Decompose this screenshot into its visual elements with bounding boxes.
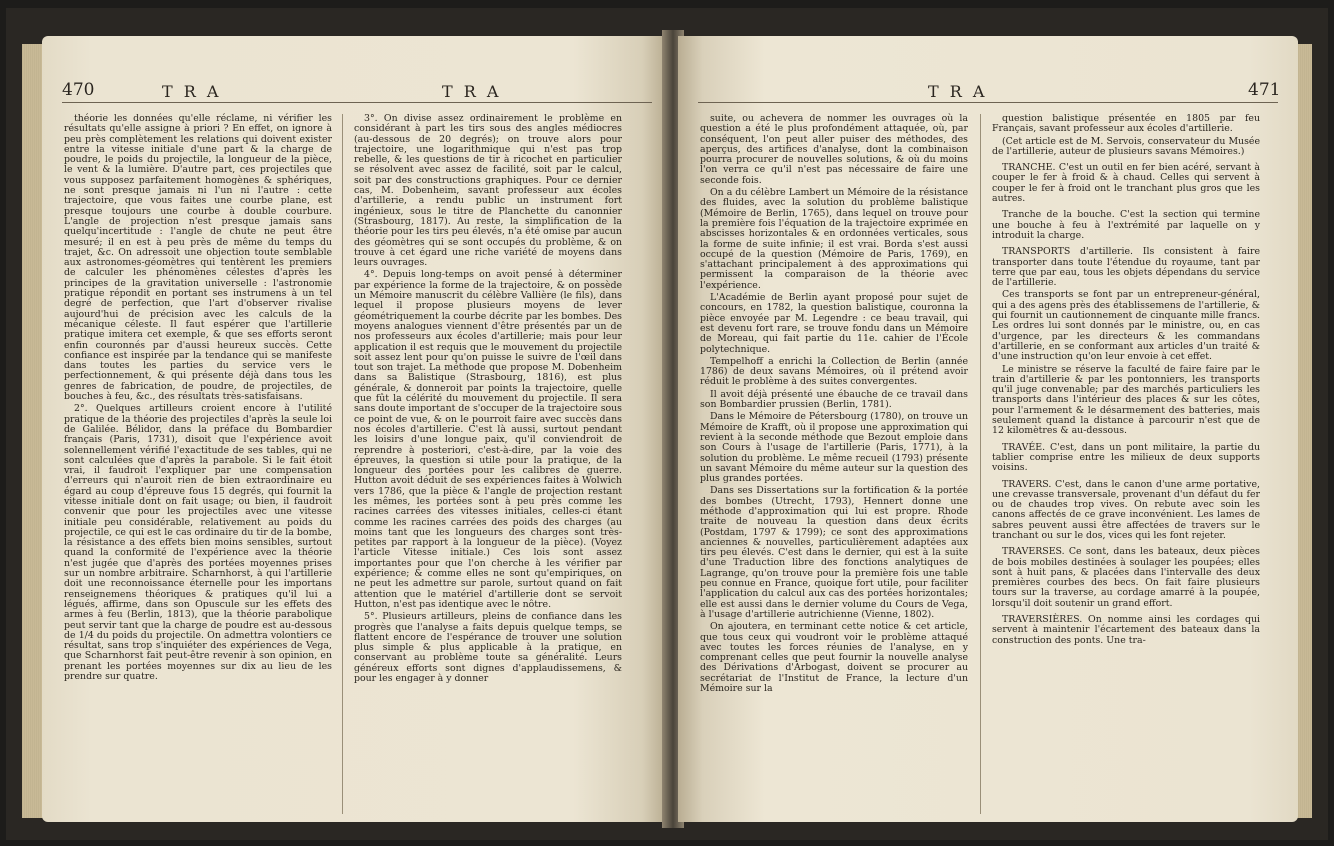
entry-transports: TRANSPORTS d'artillerie. Ils consistent à faire transporter dans toute l'étendue du royaume, tant par terre que par eau, tous les objets dépendans du service de l'artillerie. xyxy=(992,246,1260,289)
paragraph: 3°. On divise assez ordinairement le problème en considérant à part les tirs sous des angles médiocres (au-dessous de 20 degrés); on trouve alors pour trajectoire, une logarithmique qui n'est pas trop rebelle, & les questions de tir à ricochet en particulier se résolvent avec assez de facilité, soit par le calcul, soit par des constructions graphiques. Pour ce dernier cas, M. Dobenheim, savant professeur aux écoles d'artillerie, a rendu public un instrument fort ingénieux, sous le titre de Planchette du canonnier (Strasbourg, 1817). Au reste, la simplification de la théorie pour les tirs peu élevés, n'a été omise par aucun des géomètres qui se sont occupés du problème, & on trouve à cet égard une riche variété de moyens dans leurs ouvrages. xyxy=(354,113,622,269)
paragraph: 5°. Plusieurs artilleurs, pleins de confiance dans les progrès que l'analyse a faits depuis quelque temps, se flattent encore de l'espérance de trouver une solution plus simple & plus applicable à la pratique, en conservant au problème toute sa généralité. Leurs généreux efforts sont dignes d'applaudissemens, & pour les engager à y donner xyxy=(354,611,622,685)
paragraph: On a du célèbre Lambert un Mémoire de la résistance des fluides, avec la solution du problème balistique (Mémoire de Berlin, 1765), dans lequel on trouve pour la première fois l'équation de la trajectoire exprimée en abscisses horizontales & en ordonnées verticales, sous la forme de suite infinie; il est vrai. Borda s'est aussi occupé de la question (Mémoire de Paris, 1769), en s'attachant principalement à des approximations qui permissent la comparaison de la théorie avec l'expérience. xyxy=(700,187,968,291)
left-running-head-1: T R A xyxy=(162,82,222,101)
paragraph: 2°. Quelques artilleurs croient encore à l'utilité pratique de la théorie des projectiles d'après la seule loi de Galilée. Bélidor, dans la préface du Bombardier français (Paris, 1731), disoit que l'expérience avoit solennellement vérifié l'exactitude de ses tables, qui ne sont calculées que d'après la parabole. Si le fait étoit vrai, il faudroit l'expliquer par une compensation d'erreurs qui n'auroit rien de bien extraordinaire eu égard au coup d'épreuve fous 15 degrés, qui fournit la vitesse initiale dont on fait usage; ou bien, il faudroit convenir que pour les projectiles avec une vitesse initiale peu considérable, relativement au poids du projectile, ce qui est le cas ordinaire du tir de la bombe, la résistance a des effets bien moins sensibles, surtout quand la conformité de l'expérience avec la théorie n'est jugée que d'après des portées moyennes prises sur un nombre arbitraire. Scharnhorst, à qui l'artillerie doit une reconnoissance éternelle pour les importans renseignemens théoriques & pratiques qu'il lui a légués, affirme, dans son Opuscule sur les effets des armes à feu (Berlin, 1813), que la théorie parabolique peut servir tant que la charge de poudre est au-dessous de 1/4 du poids du projectile. On admettra volontiers ce résultat, sans trop s'inquiéter des expériences de Vega, que Scharnhorst fait peut-être revenir à son opinion, en prenant les portées moyennes sur dix au lieu de les prendre sur quatre. xyxy=(64,403,332,683)
right-running-head: T R A xyxy=(928,82,988,101)
paragraph: On ajoutera, en terminant cette notice & cet article, que tous ceux qui voudront voir le problème attaqué avec toutes les forces réunies de l'analyse, en y comprenant celles que peut fournir la nouvelle analyse des Dérivations d'Arbogast, doivent se procurer au secrétariat de l'Institut de France, la lecture d'un Mémoire sur la xyxy=(700,621,968,695)
left-running-head-2: T R A xyxy=(442,82,502,101)
book-scan xyxy=(6,8,1328,840)
entry-tranche-bouche: Tranche de la bouche. C'est la section qui termine une bouche à feu à l'extrémité par laquelle on y introduit la charge. xyxy=(992,209,1260,241)
right-column-2 xyxy=(992,114,1260,648)
paragraph: Dans le Mémoire de Pétersbourg (1780), on trouve un Mémoire de Krafft, où il propose une approximation qui revient à la seconde méthode que Bezout emploie dans son Cours à l'usage de l'artillerie (Paris, 1771), à la solution du problème. Le même recueil (1793) présente un savant Mémoire du même auteur sur la question des plus grandes portées. xyxy=(700,411,968,485)
right-page-number: 471 xyxy=(1248,80,1281,100)
paragraph: Il avoit déjà présenté une ébauche de ce travail dans son Bombardier prussien (Berlin, 1781). xyxy=(700,388,968,411)
entry-travee: TRAVÉE. C'est, dans un pont militaire, la partie du tablier comprise entre les milieux de deux supports voisins. xyxy=(992,441,1260,474)
paragraph: Le ministre se réserve la faculté de faire faire par le train d'artillerie & par les pontonniers, les transports qu'il juge convenable; par des marchés particuliers les transports dans l'intérieur des places & sur les côtes, pour l'armement & le désarmement des batteries, mais seulement quand la distance à parcourir n'est que de 12 kilomètres & au-dessous. xyxy=(992,363,1260,437)
header-rule xyxy=(698,102,1278,103)
entry-traversieres: TRAVERSIÈRES. On nomme ainsi les cordages qui servent à maintenir l'écartement des bateaux dans la construction des ponts. Une tra- xyxy=(992,614,1260,646)
entry-tranche: TRANCHE. C'est un outil en fer bien acéré, servant à couper le fer à froid & à chaud. Celles qui servent à couper le fer à froid ont le tranchant plus gros que les autres. xyxy=(992,162,1260,205)
paragraph: L'Académie de Berlin ayant proposé pour sujet de concours, en 1782, la question balistique, couronna la pièce envoyée par M. Legendre : ce beau travail, qui est devenu fort rare, se trouve fondu dans un Mémoire de Moreau, qui fait partie du 11e. cahier de l'École polytechnique. xyxy=(700,292,968,355)
paragraph: question balistique présentée en 1805 par feu Français, savant professeur aux écoles d'artillerie. xyxy=(992,113,1260,135)
left-page xyxy=(42,36,667,822)
left-page-number: 470 xyxy=(62,80,95,100)
entry-traverses: TRAVERSES. Ce sont, dans les bateaux, deux pièces de bois mobiles destinées à soulager les poupées; elles sont à huit pans, & placées dans l'intervalle des deux premières courbes des becs. On fait faire plusieurs tours sur la traverse, au cordage amarré à la poupée, lorsqu'il doit soutenir un grand effort. xyxy=(992,546,1260,609)
fore-edge-left xyxy=(22,44,44,818)
left-column-2 xyxy=(354,114,622,686)
column-divider xyxy=(342,114,343,814)
paragraph: 4°. Depuis long-temps on avoit pensé à déterminer par expérience la forme de la trajectoire, & on possède un Mémoire manuscrit du célèbre Vallière (le fils), dans lequel il propose plusieurs moyens de lever géométriquement la courbe décrite par les bombes. Des moyens analogues viennent d'être présentés par un de nos professeurs aux écoles d'artillerie; mais pour leur application il est requis que le mouvement du projectile soit assez lent pour qu'on puisse le suivre de l'œil dans tout son trajet. La méthode que propose M. Dobenheim dans sa Balistique (Strasbourg, 1816), est plus générale, & donneroit par points la trajectoire, quelle que fût la célérité du mouvement du projectile. Il sera sans doute important de s'occuper de la trajectoire sous ce point de vue, & on le pourroit faire avec succès dans nos écoles d'artillerie. C'est là aussi, surtout pendant les loisirs d'une longue paix, qu'il conviendroit de reprendre à posteriori, c'est-à-dire, par la voie des épreuves, la question si utile pour la pratique, de la longueur des portées pour les calibres de guerre. Hutton avoit déduit de ses expériences faites à Wolwich vers 1786, que la pièce & l'angle de projection restant les mêmes, les portées sont à peu près comme les racines carrées des vitesses initiales, celles-ci étant comme les racines carrées des poids des charges (au moins tant que les longueurs des charges sont très-petites par rapport à la longueur de la pièce). (Voyez l'article Vitesse initiale.) Ces lois sont assez importantes pour que l'on cherche à les vérifier par expérience; & comme elles ne sont qu'empiriques, on ne peut les admettre sur parole, surtout quand on fait attention que le matériel d'artillerie dont se servoit Hutton, n'est pas identique avec le nôtre. xyxy=(354,269,622,610)
column-divider xyxy=(980,114,981,814)
entry-travers: TRAVERS. C'est, dans le canon d'une arme portative, une crevasse transversale, provenant d'un défaut du fer ou de chaudes trop vives. On rebute avec soin les canons affectés de ce grave inconvénient. Les lames de sabres peuvent aussi être affectées de travers sur le tranchant ou sur le dos, vices qui les font rejeter. xyxy=(992,478,1260,541)
right-column-1 xyxy=(700,114,968,696)
paragraph: Tempelhoff a enrichi la Collection de Berlin (année 1786) de deux savans Mémoires, où il prétend avoir réduit le problème à des suites convergentes. xyxy=(700,355,968,388)
paragraph: Dans ses Dissertations sur la fortification & la portée des bombes (Utrecht, 1793), Hennert donne une méthode d'approximation qui lui est propre. Rhode traite de nouveau la question dans deux écrits (Postdam, 1797 & 1799); ce sont des approximations anciennes & nouvelles, particulièrement adaptées aux tirs peu élevés. C'est dans le dernier, qui est à la suite d'une Traduction libre des fonctions analytiques de Lagrange, qu'on trouve pour la première fois une table peu connue en France, quoique fort utile, pour faciliter l'application du calcul aux cas des portées horizontales; elle est aussi dans le dernier volume du Cours de Vega, à l'usage d'artillerie autrichienne (Vienne, 1802). xyxy=(700,485,968,620)
left-column-1 xyxy=(64,114,332,684)
right-page xyxy=(678,36,1298,822)
paragraph: théorie les données qu'elle réclame, ni vérifier les résultats qu'elle assigne à priori ? En effet, on ignore à peu près complètement les relations qui doivent exister entre la vitesse initiale d'une part & la charge de poudre, le poids du projectile, la longueur de la pièce, le vent & la lumière. D'autre part, ces projectiles que vous supposez parfaitement homogènes & sphériques, ne sont presque jamais ni l'un ni l'autre : cette trajectoire, que vous faites une courbe plane, est presque toujours une courbe à double courbure. L'angle de projection n'est presque jamais sans quelqu'incertitude : l'angle de chute ne peut être mesuré; il en est à peu près de même du temps du trajet, &c. On adressoit une objection toute semblable aux astronomes-géomètres qui tentèrent les premiers de calculer les phénomènes célestes d'après les principes de la gravitation universelle : l'astronomie pratique répondit en portant ses instrumens à un tel degré de perfection, que l'art d'observer rivalise aujourd'hui de précision avec les calculs de la mécanique céleste. Il faut espérer que l'artillerie pratique imitera cet exemple, & que ses efforts seront enfin couronnés par d'aussi heureux succès. Cette confiance est inspirée par la tendance qui se manifeste dans toutes les parties du service vers le perfectionnement, & qui présente déjà dans tous les genres de fabrication, de poudre, de projectiles, de bouches à feu, &c., des résultats très-satisfaisans. xyxy=(64,113,332,403)
paragraph: (Cet article est de M. Servois, conservateur du Musée de l'artillerie, auteur de plusieurs savans Mémoires.) xyxy=(992,135,1260,157)
header-rule xyxy=(62,102,652,103)
paragraph: Ces transports se font par un entrepreneur-général, qui a des agens près des établissemens de l'artillerie, & qui fournit un cautionnement de cinquante mille francs. Les ordres lui sont donnés par le ministre, ou, en cas d'urgence, par les directeurs & les commandans d'artillerie, en se conformant aux articles d'un traité & d'une instruction qu'on leur envoie à cet effet. xyxy=(992,289,1260,363)
paragraph: suite, ou achevera de nommer les ouvrages où la question a été le plus profondément attaquée, où, par conséquent, l'on peut aller puiser des méthodes, des aperçus, des artifices d'analyse, dont la combinaison pourra procurer de nouvelles solutions, & où du moins l'on verra ce qu'il n'est pas nécessaire de faire une seconde fois. xyxy=(700,113,968,186)
